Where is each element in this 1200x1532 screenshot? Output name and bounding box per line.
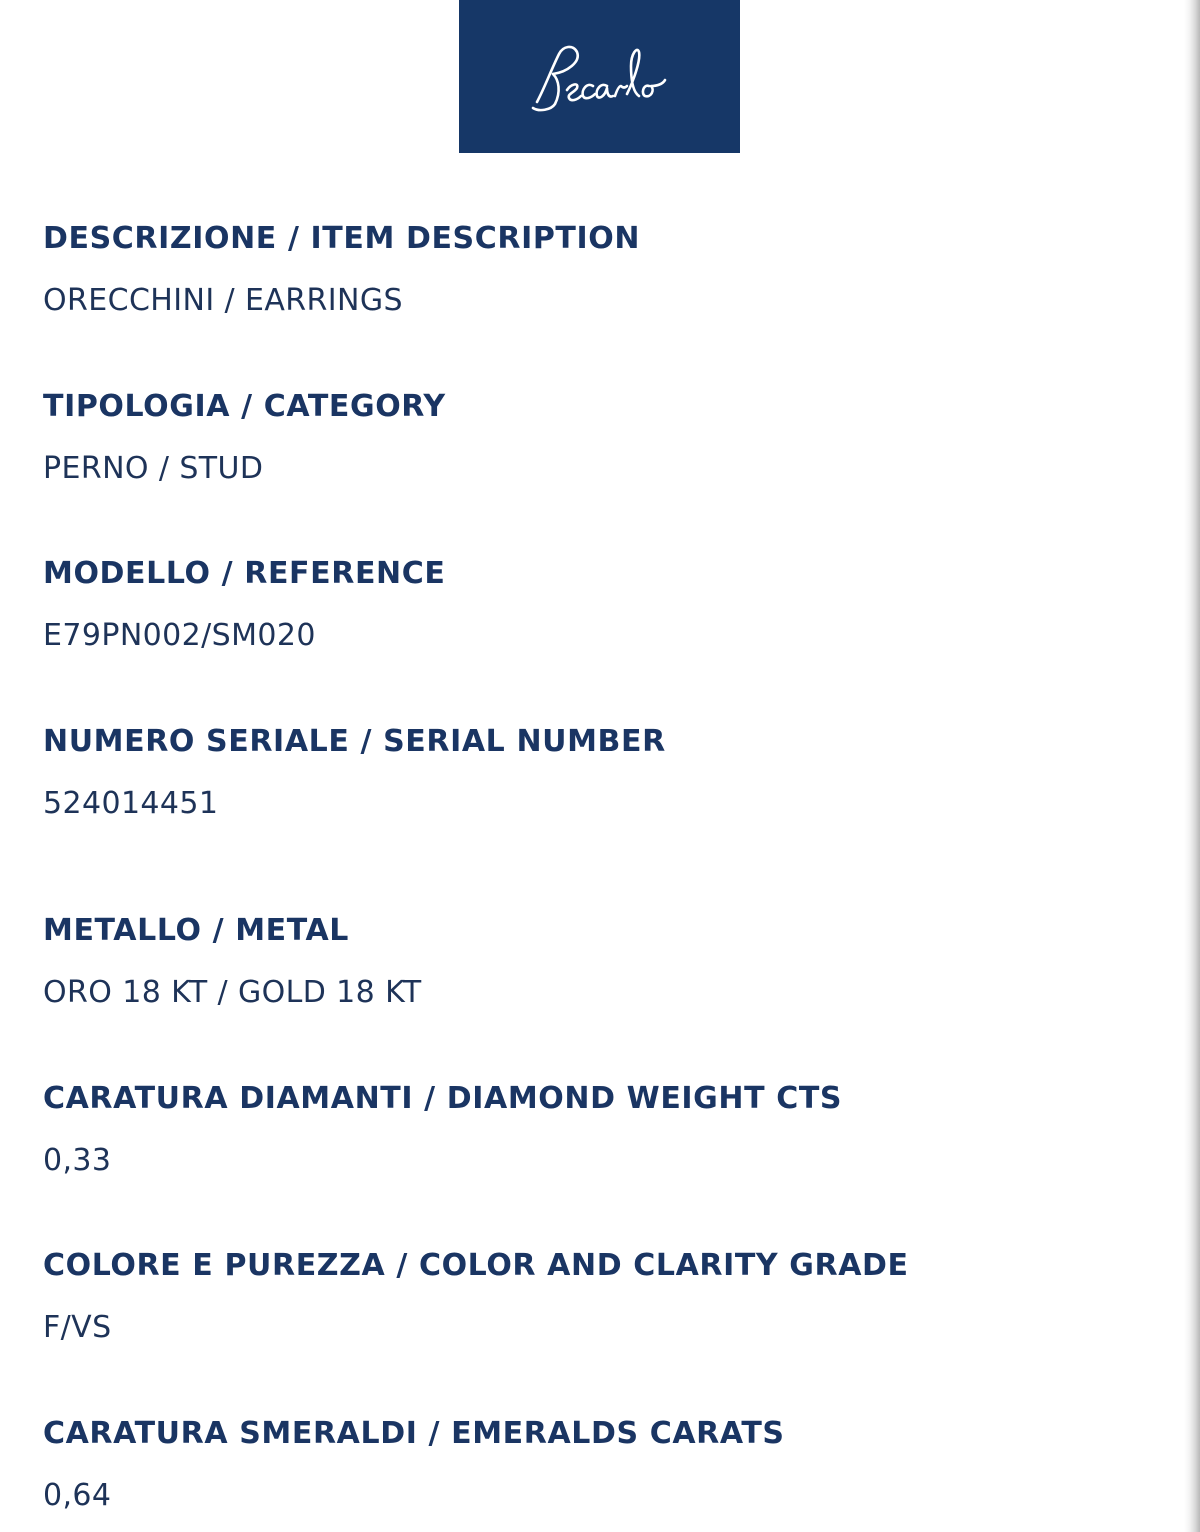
field-value: E79PN002/SM020 (43, 618, 316, 653)
field-label: CARATURA DIAMANTI / DIAMOND WEIGHT CTS (43, 1081, 843, 1116)
field-value: ORECCHINI / EARRINGS (43, 283, 403, 318)
field-label: COLORE E PUREZZA / COLOR AND CLARITY GRADE (43, 1248, 909, 1283)
field-category (43, 389, 446, 487)
field-diamond-weight (43, 1081, 842, 1179)
field-label: DESCRIZIONE / ITEM DESCRIPTION (43, 221, 641, 256)
field-label: METALLO / METAL (43, 913, 350, 948)
field-color-clarity (43, 1248, 909, 1346)
page-edge-shadow (1184, 0, 1200, 1532)
field-value: 524014451 (43, 786, 219, 821)
field-value: F/VS (43, 1310, 112, 1345)
field-value: ORO 18 KT / GOLD 18 KT (43, 975, 422, 1010)
field-label: CARATURA SMERALDI / EMERALDS CARATS (43, 1416, 785, 1451)
field-value: 0,64 (43, 1478, 112, 1513)
field-reference (43, 556, 445, 654)
field-serial-number (43, 724, 666, 822)
field-metal (43, 913, 422, 1011)
field-item-description (43, 221, 640, 319)
field-label: TIPOLOGIA / CATEGORY (43, 389, 446, 424)
recarlo-logo-icon (515, 32, 685, 122)
field-value: PERNO / STUD (43, 451, 264, 486)
field-value: 0,33 (43, 1143, 112, 1178)
field-label: MODELLO / REFERENCE (43, 556, 446, 591)
field-emeralds-carats (43, 1416, 785, 1514)
brand-logo (459, 0, 740, 153)
field-label: NUMERO SERIALE / SERIAL NUMBER (43, 724, 666, 759)
